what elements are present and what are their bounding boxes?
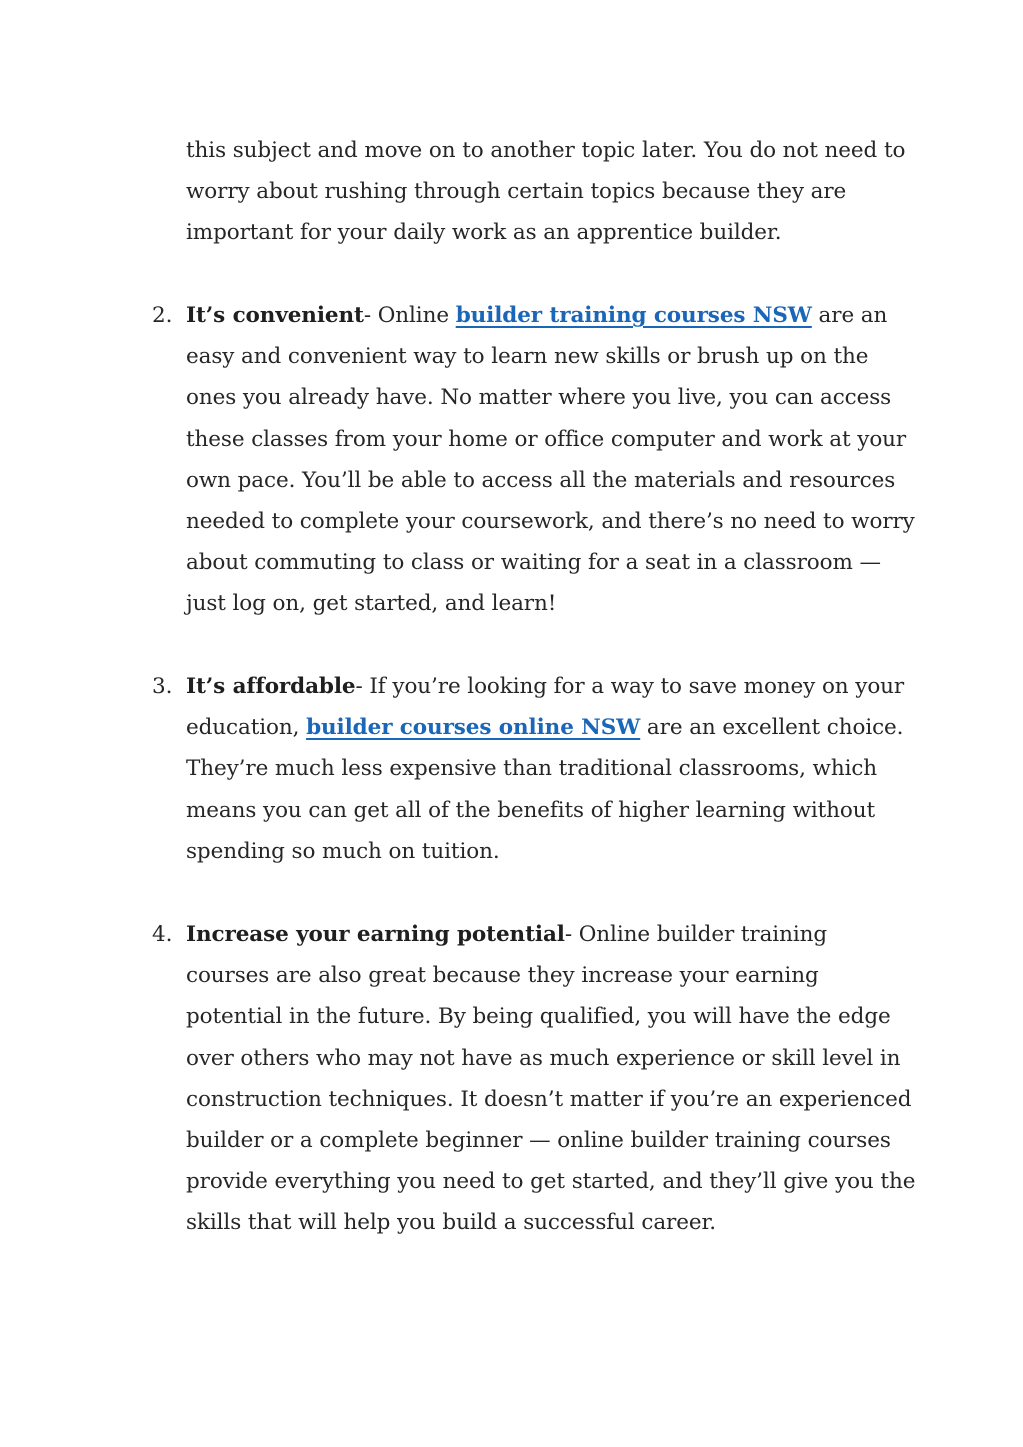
builder-courses-online-link[interactable]: builder courses online NSW bbox=[306, 715, 641, 741]
builder-training-courses-link[interactable]: builder training courses NSW bbox=[455, 303, 812, 328]
item-intro-text: - Online bbox=[363, 303, 456, 328]
list-number-3: 3. bbox=[152, 674, 173, 699]
item-body-text: - Online builder training courses are also great because they increase your earning potential in the future. By being qualified, you will have the edge over others who may not have as much experience or skill level in construction techniques. It doesn’t matter if you’re an experienced builder or a complete beginner — online builder training courses provide everything you need to get started, and they’ll give you the skills that will help you build a successful career. bbox=[186, 922, 916, 1236]
item-body-text: are an easy and convenient way to learn new skills or brush up on the ones you already have. No matter where you live, you can access these classes from your home or office computer and work at your own pace. You’ll be able to access all the materials and resources needed to complete your coursework, and there’s no need to worry about commuting to class or waiting for a seat in a classroom — just log on, get started, and learn! bbox=[186, 303, 915, 617]
item-heading-earning-potential: Increase your earning potential bbox=[186, 922, 565, 947]
continuation-paragraph bbox=[186, 130, 916, 254]
list-number-2: 2. bbox=[152, 303, 173, 328]
list-item-earning-potential bbox=[186, 914, 916, 1244]
list-item-convenient bbox=[186, 295, 916, 625]
continuation-text: this subject and move on to another topic later. You do not need to worry about rushing through certain topics because they are important for your daily work as an apprentice builder. bbox=[186, 138, 906, 246]
list-item-affordable bbox=[186, 666, 916, 872]
item-heading-convenient: It’s convenient bbox=[186, 303, 364, 328]
item-body-text: are an excellent choice. They’re much less expensive than traditional classrooms, which means you can get all of the benefits of higher learning without spending so much on tuition. bbox=[186, 715, 904, 864]
list-number-4: 4. bbox=[152, 922, 173, 947]
item-heading-affordable: It’s affordable bbox=[186, 674, 356, 699]
item-intro-text: - If you’re looking for a way to save money on your education, bbox=[186, 674, 905, 741]
